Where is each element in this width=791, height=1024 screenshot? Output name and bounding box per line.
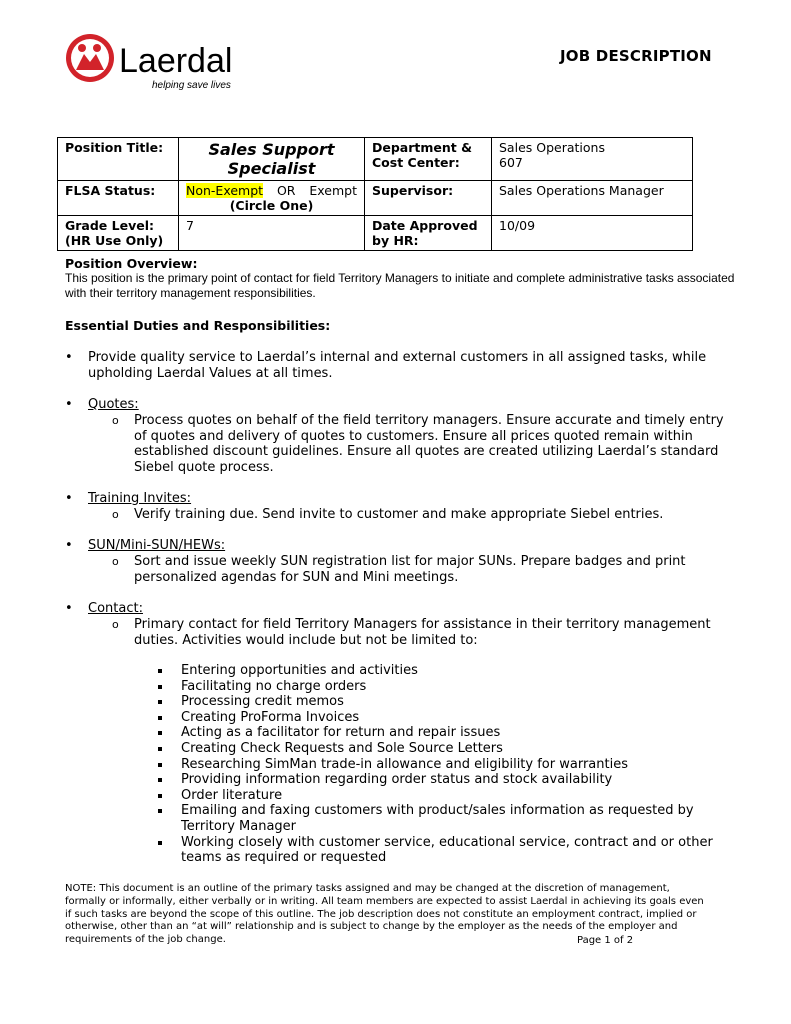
list-item: Order literature	[158, 788, 718, 804]
duties-intro-text: Provide quality service to Laerdal’s internal and external customers in all assigned tasks, while upholding Laerdal Values at all times.	[88, 350, 707, 381]
square-bullet-icon	[158, 731, 162, 735]
square-bullet-icon	[158, 747, 162, 751]
bullet-icon: •	[65, 491, 73, 506]
circle-bullet-icon: o	[112, 414, 119, 427]
list-item: Processing credit memos	[158, 694, 718, 710]
square-bullet-icon	[158, 809, 162, 813]
list-item: Facilitating no charge orders	[158, 679, 718, 695]
essential-duties-heading: Essential Duties and Responsibilities:	[65, 318, 331, 333]
training-text: Verify training due. Send invite to customer and make appropriate Siebel entries.	[134, 507, 664, 522]
list-item: Creating ProForma Invoices	[158, 710, 718, 726]
bullet-icon: •	[65, 350, 73, 365]
contact-title: Contact:	[88, 601, 143, 616]
table-row	[58, 138, 693, 181]
supervisor-label: Supervisor:	[365, 181, 492, 216]
sun-text: Sort and issue weekly SUN registration list for major SUNs. Prepare badges and print personalized agendas for SUN and Mini meetings.	[134, 554, 686, 585]
list-item: Entering opportunities and activities	[158, 663, 718, 679]
list-item: Acting as a facilitator for return and repair issues	[158, 725, 718, 741]
square-bullet-icon	[158, 685, 162, 689]
job-info-table	[57, 137, 693, 251]
logo-tagline: helping save lives	[152, 80, 231, 91]
flsa-non-exempt: Non-Exempt	[186, 183, 264, 198]
bullet-icon: •	[65, 397, 73, 412]
square-bullet-icon	[158, 669, 162, 673]
grade-level-value: 7	[179, 216, 365, 251]
date-approved-label: Date Approved by HR:	[365, 216, 492, 251]
document-title: JOB DESCRIPTION	[560, 47, 712, 65]
position-title-cell	[179, 138, 365, 181]
logo-wordmark: Laerdal	[119, 42, 233, 80]
square-bullet-icon	[158, 763, 162, 767]
table-row	[58, 216, 693, 251]
position-overview-text: This position is the primary point of contact for field Territory Managers to initiate and complete administrative tasks associated with their territory management responsibilities.	[65, 271, 735, 300]
square-bullet-icon	[158, 700, 162, 704]
square-bullet-icon	[158, 794, 162, 798]
circle-bullet-icon: o	[112, 508, 119, 521]
list-item: Researching SimMan trade-in allowance and eligibility for warranties	[158, 757, 718, 773]
department-label: Department & Cost Center:	[365, 138, 492, 181]
flsa-or: OR	[276, 183, 296, 198]
table-row	[58, 181, 693, 216]
position-overview-heading: Position Overview:	[65, 256, 198, 271]
quotes-text: Process quotes on behalf of the field territory managers. Ensure accurate and timely entry of quotes and delivery of quotes to customers. Ensure all prices quoted remain within established discount guidelines. Ensure all quotes are created utilizing Laerdal’s standard Siebel quote process.	[134, 413, 724, 475]
circle-bullet-icon: o	[112, 555, 119, 568]
flsa-cell	[179, 181, 365, 216]
activities-list	[158, 663, 718, 866]
list-item: Providing information regarding order status and stock availability	[158, 772, 718, 788]
department-cell	[492, 138, 693, 181]
quotes-title: Quotes:	[88, 397, 139, 412]
circle-bullet-icon: o	[112, 618, 119, 631]
list-item: Creating Check Requests and Sole Source Letters	[158, 741, 718, 757]
flsa-label: FLSA Status:	[58, 181, 179, 216]
supervisor-value: Sales Operations Manager	[492, 181, 693, 216]
footer-note: NOTE: This document is an outline of the primary tasks assigned and may be changed at the discretion of management, formally or informally, either verbally or in writing. All team members are expected to assist Laerdal in achieving its goals even if such tasks are beyond the scope of this outline. The job description does not constitute an employment contract, implied or otherwise, other than an “at will” relationship and is subject to change by the employer as the needs of the employer and requirements of the job change.	[65, 883, 704, 946]
flsa-options	[186, 183, 357, 198]
square-bullet-icon	[158, 716, 162, 720]
flsa-exempt: Exempt	[309, 183, 357, 198]
cost-center-value: 607	[499, 155, 523, 170]
square-bullet-icon	[158, 778, 162, 782]
grade-level-label: Grade Level: (HR Use Only)	[58, 216, 179, 251]
square-bullet-icon	[158, 841, 162, 845]
list-item: Emailing and faxing customers with product/sales information as requested by Territory Manager	[158, 803, 718, 834]
position-overview	[65, 256, 745, 301]
department-value: Sales Operations	[499, 140, 605, 155]
contact-text: Primary contact for field Territory Managers for assistance in their territory management duties. Activities would include but not be limited to:	[134, 617, 711, 648]
bullet-icon: •	[65, 601, 73, 616]
list-item: Working closely with customer service, educational service, contract and or other teams as required or requested	[158, 835, 718, 866]
position-title-label: Position Title:	[58, 138, 179, 181]
flsa-circle-one: (Circle One)	[229, 198, 314, 213]
date-approved-value: 10/09	[492, 216, 693, 251]
sun-title: SUN/Mini-SUN/HEWs:	[88, 538, 226, 553]
position-title-value: Sales Support Specialist	[208, 140, 335, 178]
bullet-icon: •	[65, 538, 73, 553]
training-title: Training Invites:	[88, 491, 192, 506]
laerdal-logo	[64, 30, 234, 92]
page-number: Page 1 of 2	[577, 935, 634, 946]
